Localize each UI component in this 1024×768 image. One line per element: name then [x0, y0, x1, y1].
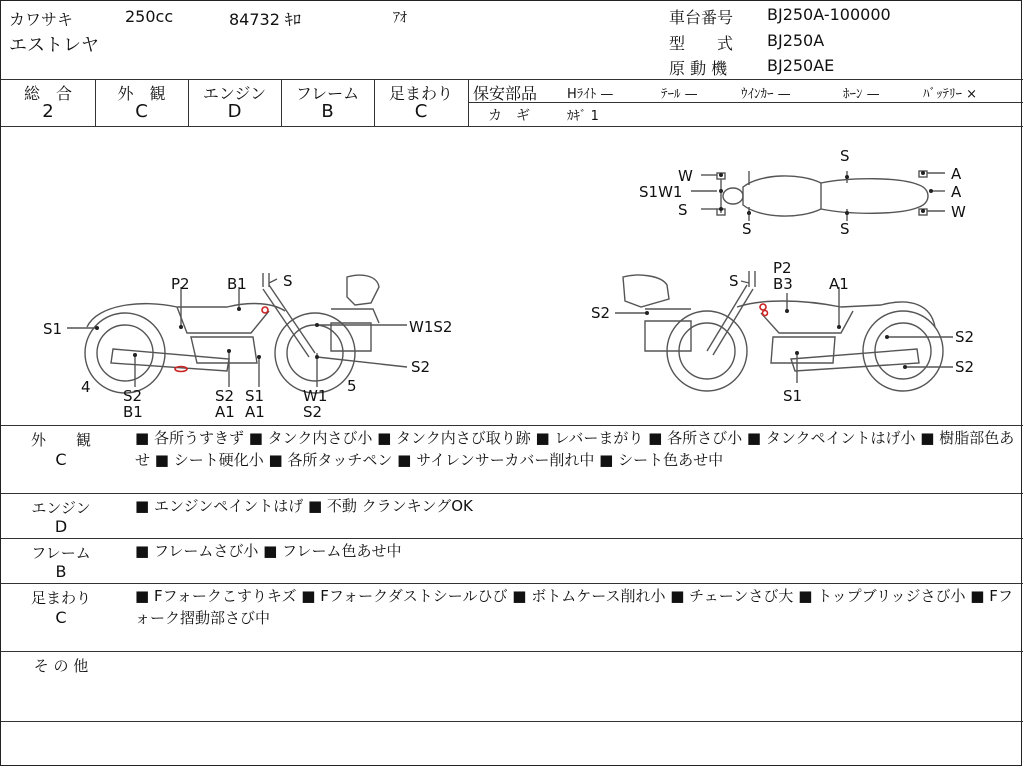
label-left-s2a1-a: S2 [215, 387, 235, 405]
label-left-s1: S1 [43, 320, 63, 338]
label-right-b3: B3 [773, 275, 793, 293]
suspension-grade: C [414, 101, 428, 122]
label-right-s2-left: S2 [591, 304, 611, 322]
label-left-s1a1-b: A1 [245, 403, 265, 421]
label-left-b1: B1 [227, 275, 247, 293]
section-exterior-grade: C [55, 450, 67, 469]
safety-parts-title: 保安部品 [473, 84, 538, 103]
divider [1, 721, 1023, 722]
divider [1, 79, 1023, 80]
label-left-s2b1-b: B1 [123, 403, 143, 421]
section-other-label: そ の 他 [33, 657, 89, 675]
divider [1, 538, 1023, 539]
label-top-s1w1: S1W1 [639, 183, 683, 201]
label-top-s-top: S [840, 147, 850, 165]
label-right-s2-r1: S2 [955, 328, 975, 346]
label-left-s2-right: S2 [411, 358, 431, 376]
horn-status: ﾎｰﾝ — [843, 87, 880, 102]
color: ｱｵ [393, 10, 407, 26]
label-left-s2a1-b: A1 [215, 403, 235, 421]
label-left-w1s2-b: S2 [303, 403, 323, 421]
key-value: ｶｷﾞ 1 [567, 109, 599, 124]
type-value: BJ250A [767, 31, 825, 50]
label-top-s-bottom2: S [840, 220, 850, 238]
type-label: 型 式 [669, 34, 734, 53]
label-top-s-bottom1: S [742, 220, 752, 238]
tail-status: ﾃｰﾙ — [661, 87, 698, 102]
frame-number-label: 車台番号 [669, 8, 734, 27]
winker-status: ｳｲﾝｶｰ — [741, 87, 791, 102]
label-right-s: S [729, 272, 739, 290]
divider [468, 102, 1023, 103]
label-left-p2: P2 [171, 275, 190, 293]
section-suspension-notes: ■ Fフォークこすりキズ ■ Fフォークダストシールひび ■ ボトムケース削れ小 ■ チェーンさび大 ■ トップブリッジさび小 ■ Fフォーク摺動部さび中 [135, 587, 1013, 627]
label-top-a1: A [951, 165, 962, 183]
mileage: 84732 ｷﾛ [229, 10, 301, 29]
model-name: エストレヤ [9, 35, 99, 56]
divider [1, 583, 1023, 584]
label-top-w-left: W [678, 167, 693, 185]
section-suspension-grade: C [55, 608, 67, 627]
label-left-w1s2-a: W1 [303, 387, 328, 405]
exterior-label: 外 観 [117, 84, 166, 103]
divider [1, 493, 1023, 494]
label-left-s: S [283, 272, 293, 290]
engine-grade-label: エンジン [202, 84, 267, 103]
maker-name: カワサキ [9, 10, 74, 29]
label-right-a1: A1 [829, 275, 849, 293]
label-right-s2-r2: S2 [955, 358, 975, 376]
label-right-p2: P2 [773, 259, 792, 277]
section-engine-grade: D [54, 517, 68, 536]
frame-number: BJ250A-100000 [767, 5, 891, 24]
damage-diagram [1, 127, 1023, 425]
frame-grade: B [321, 101, 334, 122]
marker-dots [95, 171, 933, 369]
divider [1, 425, 1023, 426]
top-view-bike [691, 171, 945, 221]
section-frame-label: フレーム [31, 544, 91, 562]
section-exterior-notes: ■ 各所うすきず ■ タンク内さび小 ■ タンク内さび取り跡 ■ レバーまがり ■ 各所さび小 ■ タンクペイントはげ小 ■ 樹脂部色あせ ■ シート硬化小 ■ 各所タッチペン ■ サイレンサーカバー削れ中 ■ シート色あせ中 [135, 429, 1015, 469]
section-engine-notes: ■ エンジンペイントはげ ■ 不動 クランキングOK [135, 497, 473, 515]
exterior-grade: C [135, 101, 148, 122]
label-left-num4: 4 [81, 378, 91, 396]
engine-label: 原 動 機 [669, 59, 728, 78]
frame-grade-label: フレーム [295, 84, 360, 103]
label-top-w-right: W [951, 203, 966, 221]
overall-grade: 2 [42, 101, 54, 122]
label-left-s1a1-a: S1 [245, 387, 265, 405]
engine-grade: D [227, 101, 242, 122]
label-left-w1s2: W1S2 [409, 318, 453, 336]
section-frame-notes: ■ フレームさび小 ■ フレーム色あせ中 [135, 542, 402, 560]
key-label: カ ギ [488, 108, 530, 124]
overall-label: 総 合 [23, 84, 72, 103]
label-left-num5: 5 [347, 377, 357, 395]
displacement: 250cc [125, 7, 174, 26]
label-top-a2: A [951, 183, 962, 201]
section-suspension-label: 足まわり [30, 589, 91, 607]
section-engine-label: エンジン [31, 499, 91, 517]
section-frame-grade: B [55, 562, 67, 581]
battery-status: ﾊﾞｯﾃﾘｰ × [923, 87, 978, 102]
label-left-s2b1-a: S2 [123, 387, 143, 405]
label-top-s-left: S [678, 201, 688, 219]
headlight-status: Hﾗｲﾄ — [567, 87, 614, 102]
suspension-grade-label: 足まわり [388, 84, 453, 103]
damage-marks [175, 304, 768, 372]
divider [1, 651, 1023, 652]
section-exterior-label: 外 観 [30, 431, 91, 449]
label-right-s1: S1 [783, 387, 803, 405]
engine-value: BJ250AE [767, 56, 835, 75]
